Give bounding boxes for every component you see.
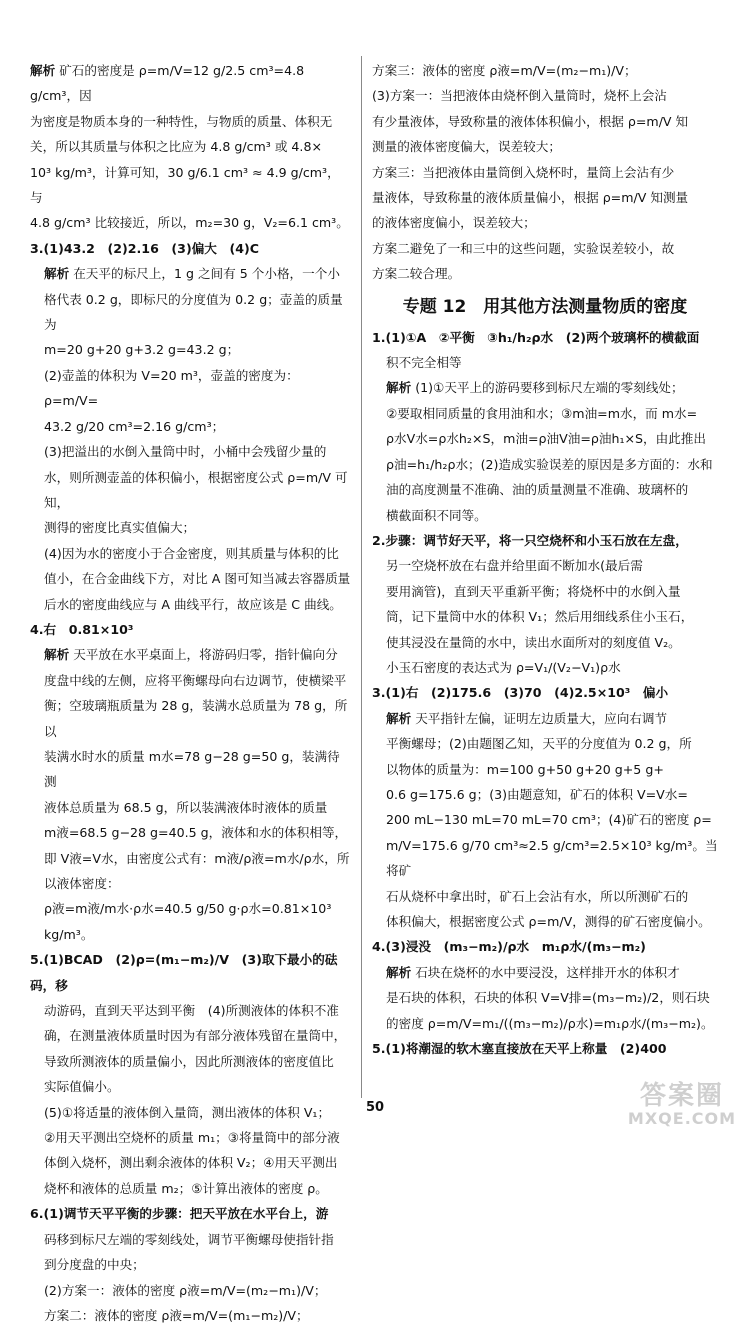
text-segment: 装满水时水的质量 m水=78 g−28 g=50 g，装满待测 (44, 748, 340, 790)
text-segment: 方案二较合理。 (372, 266, 461, 282)
text-segment: (2)方案一：液体的密度 ρ液=m/V=(m₂−m₁)/V； (44, 1282, 327, 1298)
text-line (372, 83, 718, 108)
text-line (372, 503, 718, 528)
text-segment: 3.(1)43.2 (2)2.16 (3)偏大 (4)C (30, 240, 259, 256)
text-line (30, 1049, 352, 1074)
text-segment: 油的高度测量不准确、油的质量测量不准确、玻璃杯的 (386, 482, 689, 498)
text-segment: 小玉石密度的表达式为 ρ=V₁/(V₂−V₁)ρ水 (386, 659, 621, 675)
text-segment: 体积偏大，根据密度公式 ρ=m/V，测得的矿石密度偏小。 (386, 914, 711, 929)
text-line (30, 1278, 352, 1303)
text-segment: 4.8 g/cm³ 比较接近，所以，m₂=30 g，V₂=6.1 cm³。 (30, 215, 349, 231)
text-line (372, 604, 718, 629)
text-segment: ρ油=h₁/h₂ρ水；(2)造成实验误差的原因是多方面的：水和 (386, 456, 713, 472)
text-line (372, 452, 718, 477)
analysis-label: 解析 (386, 964, 412, 980)
page-number: 50 (365, 1100, 385, 1115)
text-line (30, 592, 352, 617)
text-segment: 方案三：当把液体由量筒倒入烧杯时，量筒上会沾有少 (372, 164, 675, 180)
text-line (30, 896, 352, 947)
text-line (372, 375, 718, 400)
text-segment: m/V=175.6 g/70 cm³≈2.5 g/cm³=2.5×10³ kg/m³。当将矿 (386, 837, 718, 879)
text-line (372, 680, 718, 705)
section-title (372, 293, 718, 321)
text-segment: 即 V液=V水，由密度公式有：m液/ρ液=m水/ρ水，所以液体密度： (44, 850, 350, 891)
text-line (30, 744, 352, 795)
text-line (372, 109, 718, 134)
text-line (30, 261, 352, 286)
text-line (30, 1201, 352, 1226)
text-segment: 是石块的体积，石块的体积 V=V排=(m₃−m₂)/2，则石块 (386, 990, 710, 1006)
text-segment: 方案二：液体的密度 ρ液=m/V=(m₁−m₂)/V； (44, 1307, 309, 1323)
text-segment: 4.右 0.81×10³ (30, 621, 134, 637)
text-line (372, 807, 718, 832)
text-segment: m液=68.5 g−28 g=40.5 g，液体和水的体积相等， (44, 825, 348, 841)
text-line (30, 795, 352, 820)
text-line (372, 579, 718, 604)
text-segment: m=20 g+20 g+3.2 g=43.2 g； (44, 342, 240, 358)
text-line (30, 846, 352, 897)
analysis-label: 解析 (386, 380, 412, 396)
text-line (30, 642, 352, 667)
text-segment: (2)壶盖的体积为 V=20 m³，壶盖的密度为：ρ=m/V= (44, 367, 299, 409)
text-segment: 43.2 g/20 cm³=2.16 g/cm³； (44, 418, 225, 434)
text-line (372, 655, 718, 680)
text-segment: 5.(1)将潮湿的软木塞直接放在天平上称量 (2)400 (372, 1041, 667, 1057)
text-segment: 天平放在水平桌面上，将游码归零，指针偏向分 (69, 647, 338, 663)
text-segment: 确，在测量液体质量时因为有部分液体残留在量筒中， (44, 1028, 347, 1044)
text-line (30, 465, 352, 516)
text-line (372, 985, 718, 1010)
watermark-logo (620, 1082, 744, 1130)
text-line (372, 401, 718, 426)
text-segment: 专题 12 用其他方法测量物质的密度 (402, 296, 688, 317)
text-segment: 2.步骤：调节好天平，将一只空烧杯和小玉石放在左盘， (372, 532, 688, 548)
text-segment: (3)方案一：当把液体由烧杯倒入量筒时，烧杯上会沾 (372, 88, 667, 104)
text-line (30, 1176, 352, 1201)
text-segment: 有少量液体，导致称量的液体体积偏小，根据 ρ=m/V 知 (372, 113, 689, 129)
text-line (372, 833, 718, 884)
text-segment: 天平指针左偏，证明左边质量大，应向右调节 (411, 710, 668, 726)
text-segment: 以物体的质量为：m=100 g+50 g+20 g+5 g+ (386, 761, 664, 777)
text-segment: 衡；空玻璃瓶质量为 28 g，装满水总质量为 78 g，所以 (44, 698, 348, 739)
text-line (30, 160, 352, 211)
right-column (372, 58, 718, 1061)
text-segment: 石从烧杯中拿出时，矿石上会沾有水，所以所测矿石的 (386, 888, 689, 904)
text-line (30, 693, 352, 744)
text-segment: 方案二避免了一和三中的这些问题，实验误差较小，故 (372, 240, 675, 256)
text-line (372, 261, 718, 286)
text-line (30, 1074, 352, 1099)
text-segment: 液体总质量为 68.5 g，所以装满液体时液体的质量 (44, 799, 328, 815)
text-segment: ρ水V水=ρ水h₂×S，m油=ρ油V油=ρ油h₁×S，由此推出 (386, 431, 707, 447)
text-segment: 积不完全相等 (386, 355, 462, 371)
analysis-label: 解析 (44, 266, 70, 282)
text-line (30, 109, 352, 134)
text-segment: 导致所测液体的质量偏小，因此所测液体的密度值比 (44, 1053, 334, 1069)
text-line (372, 757, 718, 782)
text-segment: 0.6 g=175.6 g；(3)由题意知，矿石的体积 V=V水= (386, 786, 688, 802)
text-segment: 1.(1)①A ②平衡 ③h₁/h₂ρ水 (2)两个玻璃杯的横截面 (372, 329, 700, 345)
text-line (30, 1125, 352, 1150)
text-segment: 的液体密度偏小，误差较大； (372, 215, 536, 231)
text-line (372, 426, 718, 451)
text-segment: 烧杯和液体的总质量 m₂；⑤计算出液体的密度 ρ。 (44, 1180, 328, 1196)
text-segment: 要用滴管)，直到天平重新平衡；将烧杯中的水倒入量 (386, 583, 681, 599)
text-segment: 水，则所测壶盖的体积偏小，根据密度公式 ρ=m/V 可知， (44, 469, 348, 510)
text-line (372, 185, 718, 210)
text-line (30, 58, 352, 109)
text-line (372, 884, 718, 909)
text-segment: 体倒入烧杯，测出剩余液体的体积 V₂；④用天平测出 (44, 1155, 338, 1171)
analysis-label: 解析 (30, 63, 56, 78)
text-line (372, 160, 718, 185)
text-line (372, 350, 718, 375)
text-segment: 使其浸没在量筒的水中，读出水面所对的刻度值 V₂。 (386, 634, 681, 650)
text-segment: 测量的液体密度偏大，误差较大； (372, 139, 561, 155)
text-line (372, 553, 718, 578)
text-segment: 到分度盘的中央； (44, 1257, 145, 1273)
text-segment: 为密度是物质本身的一种特性，与物质的质量、体积无 (30, 113, 333, 129)
text-line (30, 236, 352, 261)
text-line (30, 617, 352, 642)
text-line (372, 630, 718, 655)
text-segment: 码移到标尺左端的零刻线处，调节平衡螺母使指针指 (44, 1231, 334, 1247)
text-line (372, 909, 718, 934)
text-line (372, 731, 718, 756)
text-segment: 200 mL−130 mL=70 mL=70 cm³；(4)矿石的密度 ρ= (386, 812, 712, 828)
text-line (30, 337, 352, 362)
text-segment: 石块在烧杯的水中要浸没，这样排开水的体积才 (411, 964, 680, 980)
text-line (372, 528, 718, 553)
text-line (372, 934, 718, 959)
text-segment: 5.(1)BCAD (2)ρ=(m₁−m₂)/V (3)取下最小的砝码，移 (30, 952, 338, 993)
text-line (30, 287, 352, 338)
text-segment: ②用天平测出空烧杯的质量 m₁；③将量筒中的部分液 (44, 1130, 340, 1146)
text-line (30, 668, 352, 693)
text-line (372, 1011, 718, 1036)
text-line (30, 439, 352, 464)
text-line (30, 1252, 352, 1277)
analysis-label: 解析 (44, 647, 70, 663)
text-line (372, 782, 718, 807)
text-segment: 值小，在合金曲线下方，对比 A 图可知当减去容器质量 (44, 571, 351, 587)
text-line (30, 1023, 352, 1048)
text-segment: ②要取相同质量的食用油和水；③m油=m水，而 m水= (386, 405, 698, 421)
text-line (372, 706, 718, 731)
text-segment: 动游码，直到天平达到平衡 (4)所测液体的体积不准 (44, 1003, 339, 1019)
text-line (30, 1150, 352, 1175)
text-segment: 平衡螺母；(2)由题图乙知，天平的分度值为 0.2 g，所 (386, 736, 692, 752)
text-segment: 4.(3)浸没 (m₃−m₂)/ρ水 m₁ρ水/(m₃−m₂) (372, 939, 646, 955)
text-line (30, 134, 352, 159)
text-segment: 实际值偏小。 (44, 1079, 120, 1095)
column-divider (361, 56, 362, 1098)
text-line (372, 325, 718, 350)
text-line (30, 515, 352, 540)
text-segment: 筒，记下量筒中水的体积 V₁；然后用细线系住小玉石， (386, 609, 694, 625)
text-segment: (1)①天平上的游码要移到标尺左端的零刻线处； (411, 380, 684, 396)
text-line (30, 363, 352, 414)
text-segment: 矿石的密度是 ρ=m/V=12 g/2.5 cm³=4.8 g/cm³，因 (30, 63, 305, 104)
text-line (30, 541, 352, 566)
text-segment: 度盘中线的左侧，应将平衡螺母向右边调节，使横梁平 (44, 672, 347, 688)
watermark-line2: MXQE.COM (627, 1109, 737, 1128)
text-line (372, 210, 718, 235)
text-segment: 在天平的标尺上，1 g 之间有 5 个小格，一个小 (69, 266, 340, 282)
text-line (30, 998, 352, 1023)
text-segment: 量液体，导致称量的液体质量偏小，根据 ρ=m/V 知测量 (372, 190, 689, 206)
text-segment: 后水的密度曲线应与 A 曲线平行，故应该是 C 曲线。 (44, 596, 342, 612)
text-line (372, 134, 718, 159)
text-segment: 关，所以其质量与体积之比应为 4.8 g/cm³ 或 4.8× (30, 139, 323, 155)
text-segment: 横截面积不同等。 (386, 507, 487, 523)
watermark-line1: 答案圈 (639, 1081, 724, 1111)
text-line (372, 960, 718, 985)
left-column (30, 58, 352, 1328)
text-line (372, 236, 718, 261)
text-segment: 3.(1)右 (2)175.6 (3)70 (4)2.5×10³ 偏小 (372, 685, 669, 701)
text-line (30, 414, 352, 439)
text-segment: 方案三：液体的密度 ρ液=m/V=(m₂−m₁)/V； (372, 63, 637, 78)
analysis-label: 解析 (386, 710, 412, 726)
text-line (372, 1036, 718, 1061)
text-segment: 10³ kg/m³，计算可知，30 g/6.1 cm³ ≈ 4.9 g/cm³，与 (30, 164, 340, 206)
text-line (30, 566, 352, 591)
text-line (30, 947, 352, 998)
text-segment: (4)因为水的密度小于合金密度，则其质量与体积的比 (44, 545, 339, 561)
text-line (372, 58, 718, 83)
text-line (30, 210, 352, 235)
text-line (30, 1227, 352, 1252)
text-segment: 的密度 ρ=m/V=m₁/((m₃−m₂)/ρ水)=m₁ρ水/(m₃−m₂)。 (386, 1015, 714, 1031)
text-line (372, 477, 718, 502)
text-line (30, 820, 352, 845)
text-segment: (3)把溢出的水倒入量筒中时，小桶中会残留少量的 (44, 444, 327, 460)
text-segment: (5)①将适量的液体倒入量筒，测出液体的体积 V₁； (44, 1104, 331, 1120)
text-segment: 测得的密度比真实值偏大； (44, 520, 196, 536)
text-segment: ρ液=m液/m水·ρ水=40.5 g/50 g·ρ水=0.81×10³ kg/m³。 (44, 901, 332, 942)
text-segment: 6.(1)调节天平平衡的步骤：把天平放在水平台上，游 (30, 1206, 329, 1222)
text-line (30, 1303, 352, 1328)
text-segment: 格代表 0.2 g，即标尺的分度值为 0.2 g；壶盖的质量为 (44, 291, 343, 333)
text-segment: 另一空烧杯放在右盘并给里面不断加水(最后需 (386, 558, 643, 574)
